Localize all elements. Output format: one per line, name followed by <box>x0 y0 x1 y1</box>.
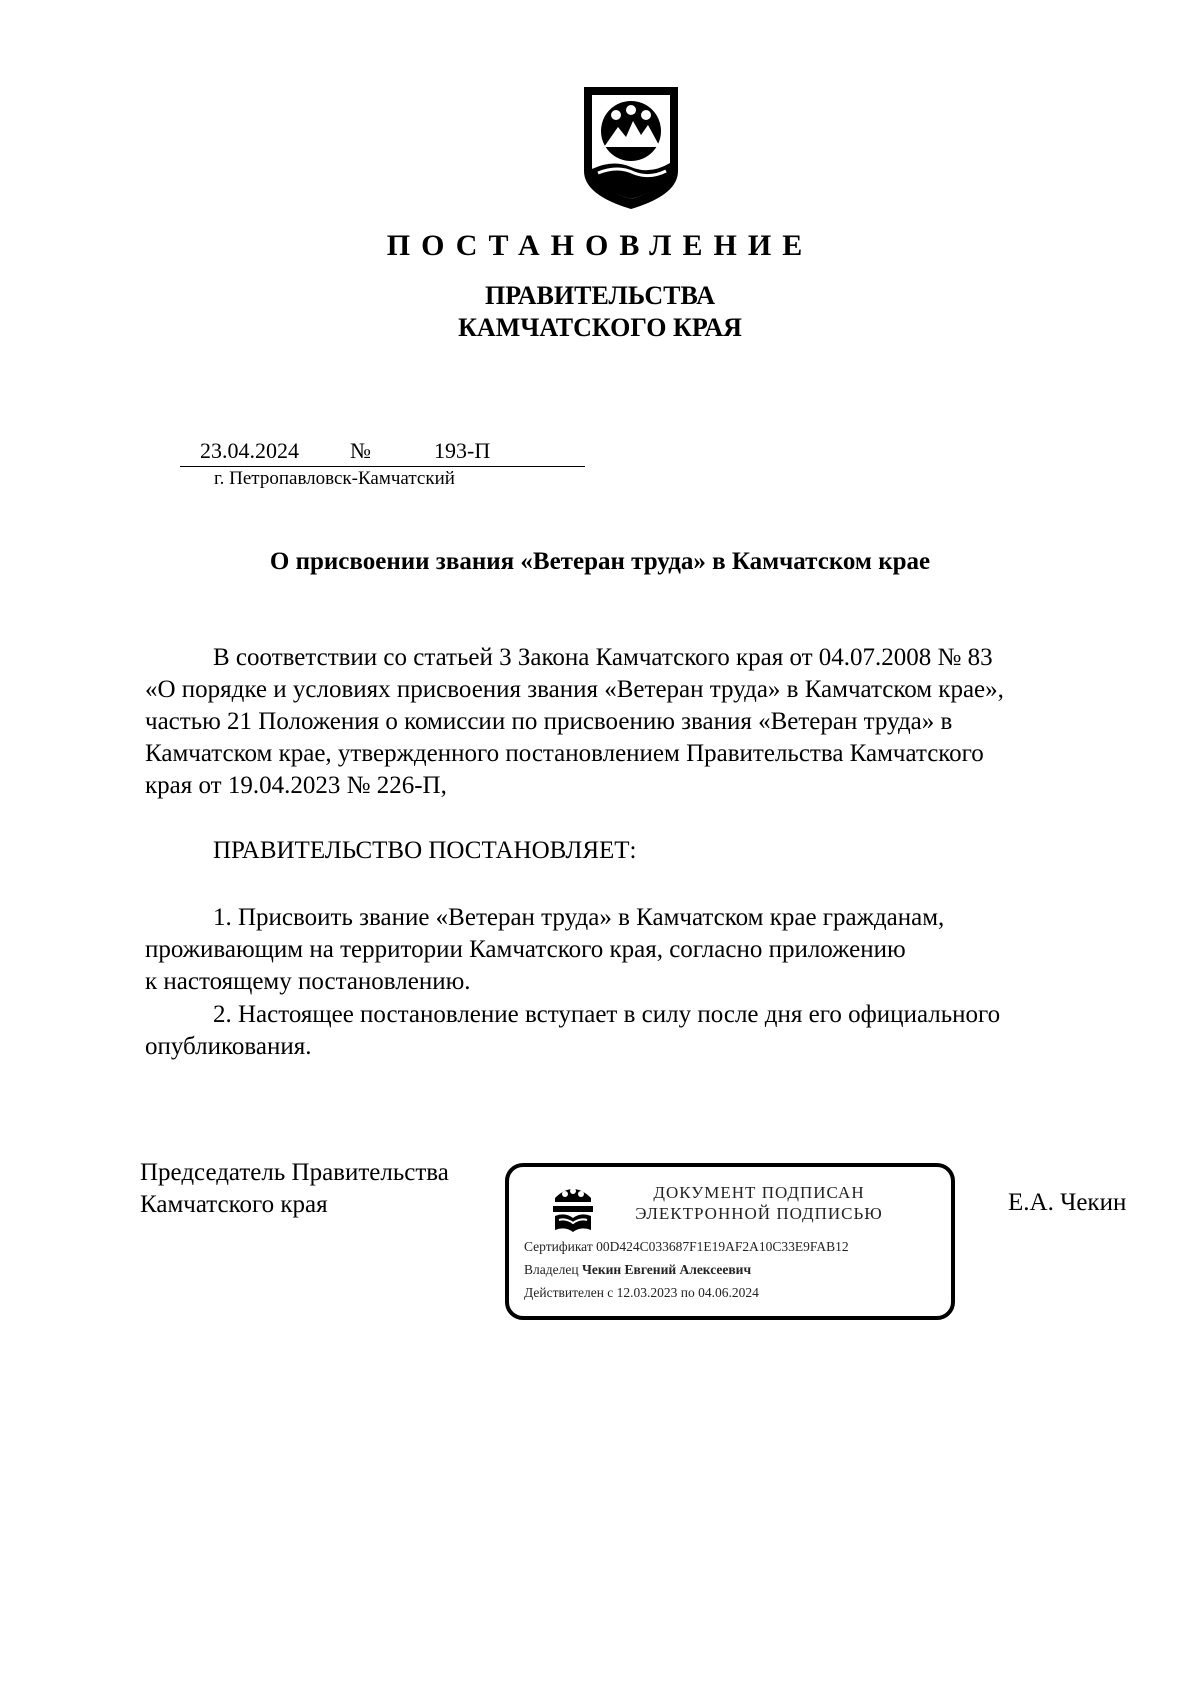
certificate-value: 00D424C033687F1E19AF2A10C33E9FAB12 <box>596 1239 849 1254</box>
valid-label: Действителен с <box>524 1285 614 1300</box>
owner-value: Чекин Евгений Алексеевич <box>581 1262 752 1277</box>
signatory-name: Е.А. Чекин <box>1008 1189 1127 1216</box>
stamp-certificate <box>524 1237 849 1257</box>
item-line: проживающим на территории Камчатского края, согласно приложению <box>145 936 906 963</box>
item-2-paragraph <box>145 999 1115 1063</box>
coat-of-arms-emblem <box>578 83 684 211</box>
item-line: 2. Настоящее постановление вступает в силу после дня его официального <box>213 1001 1001 1028</box>
stamp-heading-2: ЭЛЕКТРОННОЙ ПОДПИСЬЮ <box>635 1204 883 1223</box>
valid-to: 04.06.2024 <box>698 1285 759 1300</box>
document-number: 193-П <box>434 438 491 463</box>
valid-from: 12.03.2023 <box>616 1285 678 1300</box>
preamble-line: В соответствии со статьей 3 Закона Камчатского края от 04.07.2008 № 83 <box>213 644 993 671</box>
position-line: Председатель Правительства <box>140 1159 449 1186</box>
number-sign: № <box>350 438 371 463</box>
authority-line-1: ПРАВИТЕЛЬСТВА <box>485 281 715 310</box>
document-subject: О присвоении звания «Ветеран труда» в Камчатском крае <box>269 548 931 575</box>
item-line: опубликования. <box>145 1033 312 1060</box>
preamble-line: частью 21 Положения о комиссии по присвоению звания «Ветеран труда» в <box>145 708 953 735</box>
valid-to-label: по <box>680 1285 695 1300</box>
position-line: Камчатского края <box>140 1191 328 1218</box>
stamp-heading-1: ДОКУМЕНТ ПОДПИСАН <box>653 1183 865 1202</box>
signatory-position <box>140 1157 449 1221</box>
item-line: к настоящему постановлению. <box>145 968 471 995</box>
certificate-label: Сертификат <box>524 1239 593 1254</box>
registration-row <box>180 436 585 467</box>
document-title: ПОСТАНОВЛЕНИЕ <box>386 229 814 262</box>
item-line: 1. Присвоить звание «Ветеран труда» в Камчатском крае гражданам, <box>213 904 945 931</box>
city-name: г. Петропавловск-Камчатский <box>214 468 455 489</box>
item-1-paragraph <box>145 902 1115 998</box>
stamp-owner <box>524 1260 751 1280</box>
decree-line: ПРАВИТЕЛЬСТВО ПОСТАНОВЛЯЕТ: <box>213 837 637 864</box>
preamble-line: «О порядке и условиях присвоения звания «Ветеран труда» в Камчатском крае», <box>145 676 1004 703</box>
preamble-line: Камчатском крае, утвержденного постановлением Правительства Камчатского <box>145 740 984 767</box>
authority-line-2: КАМЧАТСКОГО КРАЯ <box>458 313 742 342</box>
stamp-validity <box>524 1283 759 1303</box>
electronic-signature-stamp <box>505 1163 955 1320</box>
owner-label: Владелец <box>524 1262 579 1277</box>
document-date: 23.04.2024 <box>200 438 299 463</box>
preamble-line: края от 19.04.2023 № 226-П, <box>145 772 447 799</box>
stamp-emblem-icon <box>551 1182 595 1236</box>
preamble-paragraph <box>145 642 1115 802</box>
